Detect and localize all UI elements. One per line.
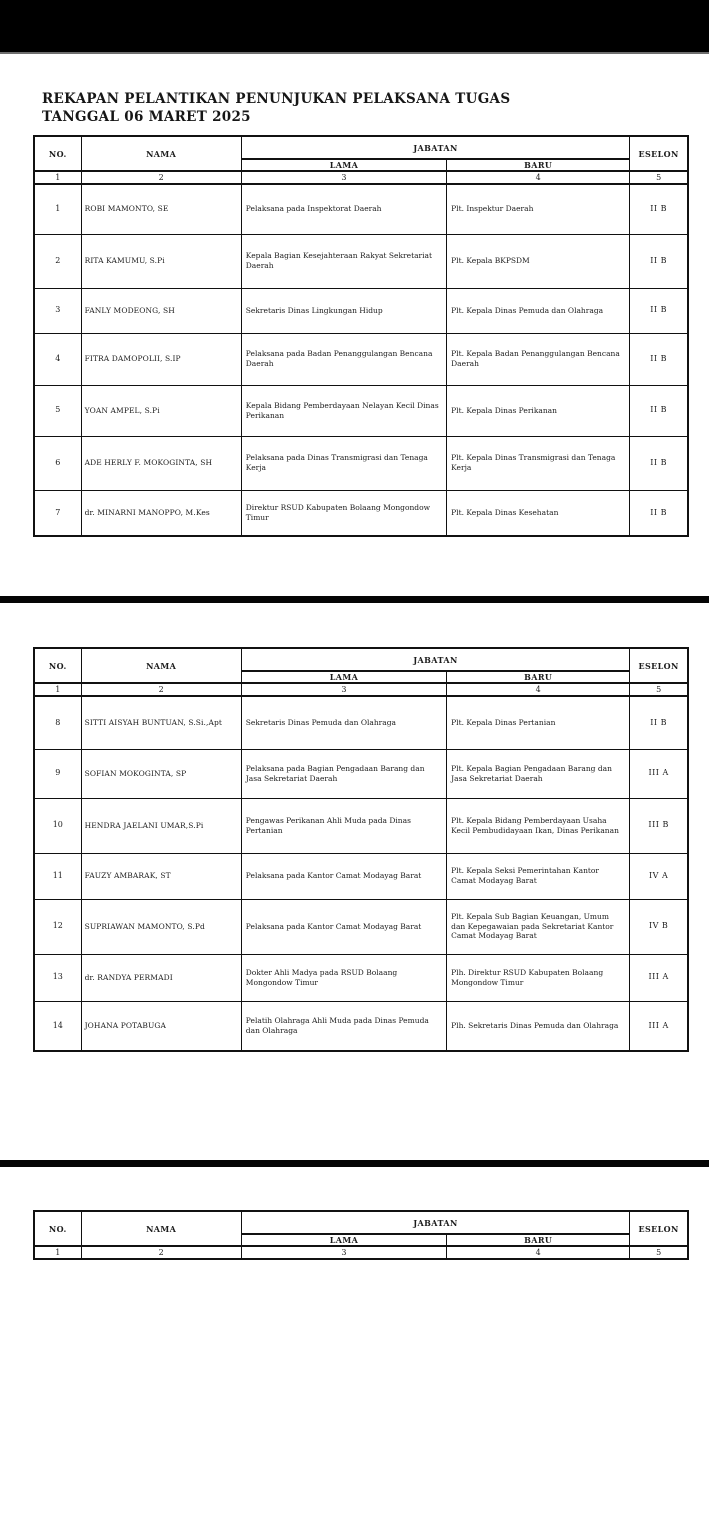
table-row (34, 234, 688, 288)
cell-nama: FAUZY AMBARAK, ST (81, 853, 241, 899)
table-row (34, 954, 688, 1001)
col-header-lama: LAMA (241, 1234, 446, 1246)
cell-no: 14 (34, 1001, 81, 1051)
cell-nama: FANLY MODEONG, SH (81, 288, 241, 333)
table-page-2 (33, 647, 709, 1052)
cell-nama: JOHANA POTABUGA (81, 1001, 241, 1051)
cell-jabatan-baru: Plt. Kepala BKPSDM (447, 234, 630, 288)
column-number-5: 5 (630, 1246, 688, 1259)
col-header-nama: NAMA (81, 1211, 241, 1246)
pelantikan-table (33, 135, 689, 537)
column-number-4: 4 (447, 683, 630, 696)
cell-nama: dr. MINARNI MANOPPO, M.Kes (81, 490, 241, 536)
cell-jabatan-lama: Pelatih Olahraga Ahli Muda pada Dinas Pemuda dan Olahraga (241, 1001, 446, 1051)
cell-eselon: III A (630, 954, 688, 1001)
col-header-lama: LAMA (241, 671, 446, 683)
cell-jabatan-lama: Pengawas Perikanan Ahli Muda pada Dinas Pertanian (241, 798, 446, 853)
cell-jabatan-lama: Pelaksana pada Kantor Camat Modayag Barat (241, 899, 446, 954)
cell-eselon: IV B (630, 899, 688, 954)
cell-jabatan-lama: Pelaksana pada Bagian Pengadaan Barang dan Jasa Sekretariat Daerah (241, 749, 446, 798)
pelantikan-table (33, 1210, 689, 1260)
cell-no: 3 (34, 288, 81, 333)
cell-no: 8 (34, 696, 81, 749)
column-number-row (34, 171, 688, 184)
column-number-4: 4 (447, 1246, 630, 1259)
table-row (34, 1001, 688, 1051)
cell-eselon: II B (630, 385, 688, 436)
cell-nama: SUPRIAWAN MAMONTO, S.Pd (81, 899, 241, 954)
column-number-row (34, 683, 688, 696)
col-header-baru: BARU (447, 671, 630, 683)
table-row (34, 436, 688, 490)
col-header-jabatan: JABATAN (241, 648, 629, 671)
cell-eselon: II B (630, 288, 688, 333)
cell-no: 13 (34, 954, 81, 1001)
pelantikan-table (33, 647, 689, 1052)
column-number-5: 5 (630, 683, 688, 696)
col-header-nama: NAMA (81, 648, 241, 683)
col-header-baru: BARU (447, 159, 630, 171)
cell-jabatan-lama: Pelaksana pada Kantor Camat Modayag Barat (241, 853, 446, 899)
cell-jabatan-baru: Plt. Kepala Dinas Kesehatan (447, 490, 630, 536)
cell-jabatan-baru: Plt. Kepala Bagian Pengadaan Barang dan Jasa Sekretariat Daerah (447, 749, 630, 798)
cell-jabatan-baru: Plt. Inspektur Daerah (447, 184, 630, 234)
table-header-row (34, 1211, 688, 1234)
column-number-3: 3 (241, 683, 446, 696)
cell-jabatan-baru: Plt. Kepala Sub Bagian Keuangan, Umum dan Kepegawaian pada Sekretariat Kantor Camat Modayag Barat (447, 899, 630, 954)
table-page-3 (33, 1210, 709, 1260)
cell-jabatan-baru: Plt. Kepala Badan Penanggulangan Bencana Daerah (447, 333, 630, 385)
cell-no: 11 (34, 853, 81, 899)
cell-no: 7 (34, 490, 81, 536)
table-row (34, 798, 688, 853)
cell-nama: ROBI MAMONTO, SE (81, 184, 241, 234)
cell-eselon: II B (630, 490, 688, 536)
top-black-bar (0, 0, 709, 54)
cell-no: 9 (34, 749, 81, 798)
table-header-row (34, 136, 688, 159)
cell-no: 4 (34, 333, 81, 385)
cell-no: 1 (34, 184, 81, 234)
column-number-2: 2 (81, 171, 241, 184)
table-page-1 (33, 135, 709, 537)
col-header-no: NO. (34, 648, 81, 683)
cell-jabatan-baru: Plt. Kepala Bidang Pemberdayaan Usaha Kecil Pembudidayaan Ikan, Dinas Perikanan (447, 798, 630, 853)
cell-eselon: III A (630, 1001, 688, 1051)
column-number-2: 2 (81, 1246, 241, 1259)
column-number-1: 1 (34, 1246, 81, 1259)
col-header-no: NO. (34, 1211, 81, 1246)
cell-eselon: II B (630, 436, 688, 490)
cell-eselon: II B (630, 234, 688, 288)
column-number-1: 1 (34, 683, 81, 696)
cell-eselon: II B (630, 184, 688, 234)
cell-no: 2 (34, 234, 81, 288)
column-number-row (34, 1246, 688, 1259)
column-number-2: 2 (81, 683, 241, 696)
cell-jabatan-baru: Plt. Kepala Dinas Pertanian (447, 696, 630, 749)
cell-nama: YOAN AMPEL, S.Pi (81, 385, 241, 436)
col-header-no: NO. (34, 136, 81, 171)
table-row (34, 490, 688, 536)
table-header-row (34, 648, 688, 671)
table-row (34, 288, 688, 333)
col-header-baru: BARU (447, 1234, 630, 1246)
cell-eselon: II B (630, 696, 688, 749)
col-header-jabatan: JABATAN (241, 136, 629, 159)
title-line-1: REKAPAN PELANTIKAN PENUNJUKAN PELAKSANA TUGAS (42, 91, 511, 107)
cell-jabatan-lama: Kepala Bagian Kesejahteraan Rakyat Sekretariat Daerah (241, 234, 446, 288)
cell-nama: SITTI AISYAH BUNTUAN, S.Si.,Apt (81, 696, 241, 749)
cell-jabatan-baru: Plt. Kepala Seksi Pemerintahan Kantor Camat Modayag Barat (447, 853, 630, 899)
table-row (34, 184, 688, 234)
cell-jabatan-lama: Kepala Bidang Pemberdayaan Nelayan Kecil Dinas Perikanan (241, 385, 446, 436)
cell-jabatan-lama: Pelaksana pada Dinas Transmigrasi dan Tenaga Kerja (241, 436, 446, 490)
cell-eselon: III A (630, 749, 688, 798)
cell-no: 10 (34, 798, 81, 853)
page-break-bar-2 (0, 1160, 709, 1167)
cell-jabatan-lama: Pelaksana pada Inspektorat Daerah (241, 184, 446, 234)
cell-eselon: IV A (630, 853, 688, 899)
cell-jabatan-lama: Pelaksana pada Badan Penanggulangan Bencana Daerah (241, 333, 446, 385)
cell-jabatan-baru: Plt. Kepala Dinas Pemuda dan Olahraga (447, 288, 630, 333)
col-header-eselon: ESELON (630, 136, 688, 171)
cell-eselon: III B (630, 798, 688, 853)
cell-jabatan-lama: Sekretaris Dinas Lingkungan Hidup (241, 288, 446, 333)
column-number-3: 3 (241, 171, 446, 184)
cell-eselon: II B (630, 333, 688, 385)
title-line-2: TANGGAL 06 MARET 2025 (42, 109, 251, 125)
table-row (34, 385, 688, 436)
table-row (34, 899, 688, 954)
cell-jabatan-lama: Direktur RSUD Kabupaten Bolaang Mongondow Timur (241, 490, 446, 536)
column-number-3: 3 (241, 1246, 446, 1259)
cell-jabatan-lama: Dokter Ahli Madya pada RSUD Bolaang Mongondow Timur (241, 954, 446, 1001)
cell-nama: RITA KAMUMU, S.Pi (81, 234, 241, 288)
cell-jabatan-baru: Plt. Kepala Dinas Perikanan (447, 385, 630, 436)
col-header-lama: LAMA (241, 159, 446, 171)
col-header-jabatan: JABATAN (241, 1211, 629, 1234)
cell-jabatan-baru: Plh. Sekretaris Dinas Pemuda dan Olahraga (447, 1001, 630, 1051)
cell-no: 6 (34, 436, 81, 490)
col-header-nama: NAMA (81, 136, 241, 171)
cell-no: 12 (34, 899, 81, 954)
cell-no: 5 (34, 385, 81, 436)
column-number-1: 1 (34, 171, 81, 184)
cell-nama: ADE HERLY F. MOKOGINTA, SH (81, 436, 241, 490)
cell-nama: SOFIAN MOKOGINTA, SP (81, 749, 241, 798)
document-title (42, 90, 709, 126)
table-row (34, 853, 688, 899)
col-header-eselon: ESELON (630, 648, 688, 683)
cell-nama: HENDRA JAELANI UMAR,S.Pi (81, 798, 241, 853)
cell-nama: dr. RANDYA PERMADI (81, 954, 241, 1001)
column-number-5: 5 (630, 171, 688, 184)
cell-nama: FITRA DAMOPOLII, S.IP (81, 333, 241, 385)
page-break-bar-1 (0, 596, 709, 603)
cell-jabatan-baru: Plt. Kepala Dinas Transmigrasi dan Tenaga Kerja (447, 436, 630, 490)
table-row (34, 333, 688, 385)
cell-jabatan-lama: Sekretaris Dinas Pemuda dan Olahraga (241, 696, 446, 749)
table-row (34, 696, 688, 749)
table-row (34, 749, 688, 798)
col-header-eselon: ESELON (630, 1211, 688, 1246)
column-number-4: 4 (447, 171, 630, 184)
cell-jabatan-baru: Plh. Direktur RSUD Kabupaten Bolaang Mongondow Timur (447, 954, 630, 1001)
